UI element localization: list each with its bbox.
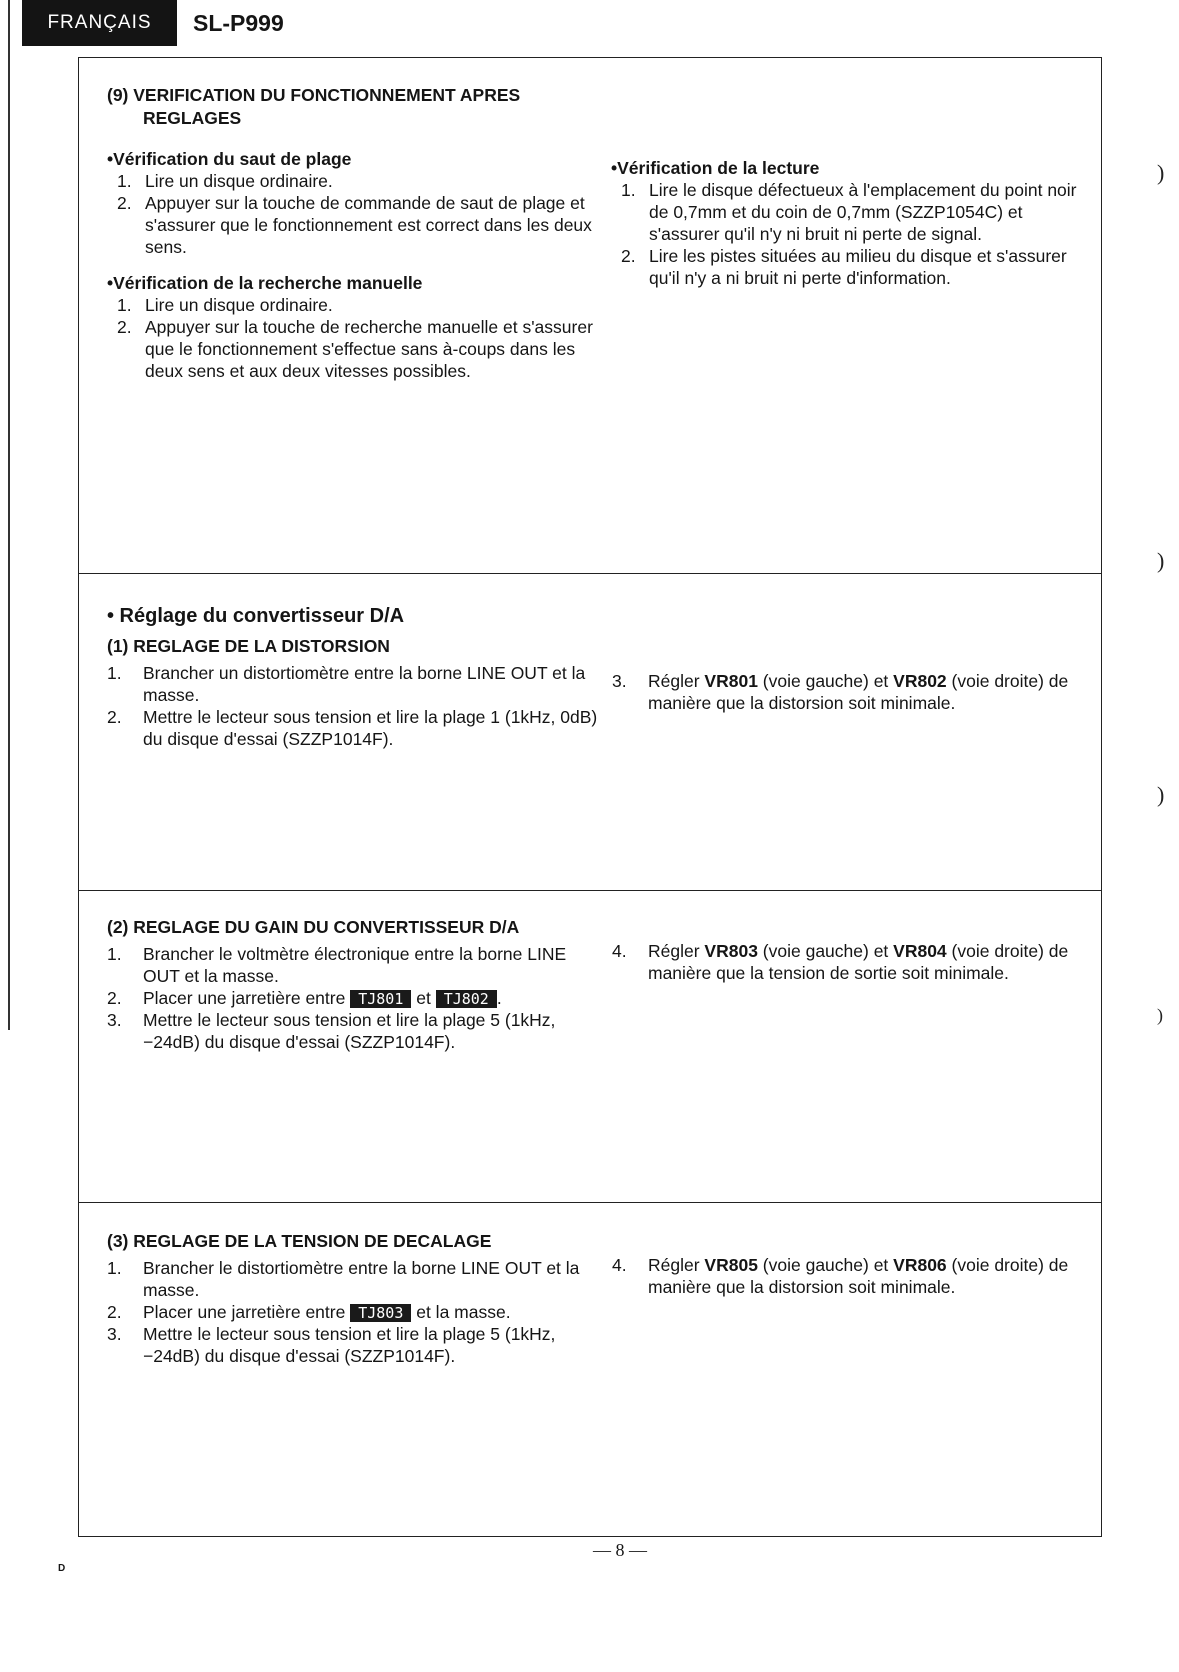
gain-title: (2) REGLAGE DU GAIN DU CONVERTISSEUR D/A [107,917,520,937]
list-item: 1. Lire le disque défectueux à l'emplacement du point noir de 0,7mm et du coin de 0,7mm (SZZP1054C) et s'assurer qu'il n'y ni bruit ni perte de signal. [621,180,1077,244]
list-item: 2. Appuyer sur la touche de commande de saut de plage et s'assurer que le fonctionnement est correct dans les deux sens. [117,193,592,257]
subheading-track-skip: •Vérification du saut de plage [107,149,352,169]
list-track-skip [107,170,607,258]
list-item: 2. Placer une jarretière entre TJ801 et TJ802 . [107,988,502,1008]
margin-mark: ) [1157,782,1165,807]
list-item: 3. Régler VR801 (voie gauche) et VR802 (voie droite) de manière que la distorsion soit minimale. [612,671,1069,713]
distortion-title: (1) REGLAGE DE LA DISTORSION [107,636,390,656]
list-item: 4. Régler VR803 (voie gauche) et VR804 (voie droite) de manière que la tension de sortie soit minimale. [612,941,1069,983]
margin-mark: ) [1157,1005,1163,1025]
list-item: 2. Mettre le lecteur sous tension et lire la plage 1 (1kHz, 0dB) du disque d'essai (SZZP1014F). [107,707,598,749]
list-item: 1. Lire un disque ordinaire. [117,171,333,191]
list-item: 2. Appuyer sur la touche de recherche manuelle et s'assurer que le fonctionnement s'effectue sans à-coups dans les deux sens et aux deux vitesses possibles. [117,317,593,381]
language-tab: FRANÇAIS [22,0,177,46]
vr804-label: VR804 [893,941,947,961]
list-item: 3. Mettre le lecteur sous tension et lire la plage 5 (1kHz, −24dB) du disque d'essai (SZZP1014F). [107,1324,556,1366]
margin-mark: ) [1157,548,1165,573]
corner-mark: D [58,1563,66,1574]
list-item: 1. Brancher un distortiomètre entre la borne LINE OUT et la masse. [107,663,586,705]
offset-title: (3) REGLAGE DE LA TENSION DE DECALAGE [107,1231,492,1251]
vr803-label: VR803 [704,941,758,961]
tj802-tag: TJ802 [436,990,497,1008]
list-item: 4. Régler VR805 (voie gauche) et VR806 (voie droite) de manière que la distorsion soit minimale. [612,1255,1069,1297]
margin-mark: ) [1157,160,1165,185]
section-gain [79,890,1101,1203]
list-item: 1. Brancher le distortiomètre entre la borne LINE OUT et la masse. [107,1258,580,1300]
vr806-label: VR806 [893,1255,947,1275]
list-item: 2. Placer une jarretière entre TJ803 et la masse. [107,1302,511,1322]
list-item: 2. Lire les pistes situées au milieu du disque et s'assurer qu'il n'y a ni bruit ni perte d'information. [621,246,1067,288]
list-playback [611,179,1081,289]
section-verification [79,58,1101,574]
vr805-label: VR805 [704,1255,758,1275]
section-offset [79,1202,1101,1536]
list-manual-search [107,294,607,382]
da-converter-title: • Réglage du convertisseur D/A [107,605,405,627]
tj801-tag: TJ801 [350,990,411,1008]
list-item: 3. Mettre le lecteur sous tension et lire la plage 5 (1kHz, −24dB) du disque d'essai (SZZP1014F). [107,1010,556,1052]
section-9-title: (9) VERIFICATION DU FONCTIONNEMENT APRES REGLAGES [107,85,521,128]
tj803-tag: TJ803 [350,1304,411,1322]
subheading-manual-search: •Vérification de la recherche manuelle [107,273,423,293]
vr802-label: VR802 [893,671,947,691]
vr801-label: VR801 [704,671,758,691]
binding-rule [8,0,10,1030]
section-distortion [79,573,1101,891]
model-number: SL-P999 [193,10,284,36]
content-frame [78,57,1102,1537]
subheading-playback: •Vérification de la lecture [611,158,820,178]
list-item: 1. Lire un disque ordinaire. [117,295,333,315]
list-item: 1. Brancher le voltmètre électronique entre la borne LINE OUT et la masse. [107,944,567,986]
page-number: — 8 — [593,1540,647,1560]
